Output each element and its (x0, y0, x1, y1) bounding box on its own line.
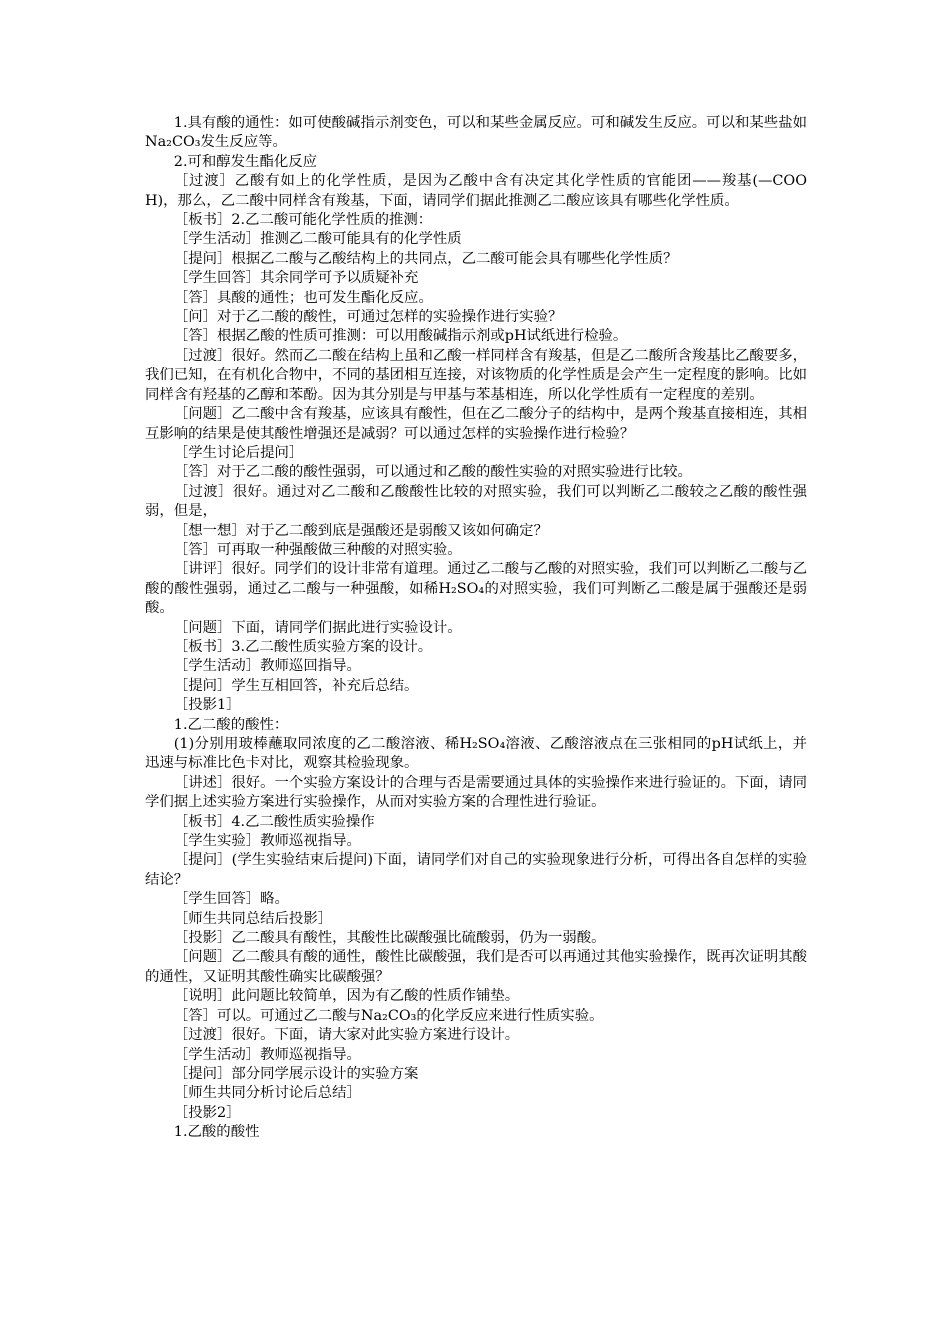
paragraph-question-3: ［提问］(学生实验结束后提问)下面，请同学们对自己的实验现象进行分析，可得出各自怎样的实验结论？ (145, 852, 807, 888)
paragraph-oxalic-acidity: 1.乙二酸的酸性： (173, 716, 289, 733)
paragraph-comment: ［讲评］很好。同学们的设计非常有道理。通过乙二酸与乙酸的对照实验，我们可以判断乙二酸与乙酸的酸性强弱，通过乙二酸与一种强酸，如稀H₂SO₄的对照实验，我们可判断乙二酸是属于强酸还是弱酸。 (145, 561, 807, 617)
paragraph-projection-1: ［投影1］ (173, 697, 241, 714)
paragraph-board-4: ［板书］4.乙二酸性质实验操作 (173, 813, 375, 830)
paragraph-student-answer-2: ［学生回答］略。 (173, 891, 289, 908)
paragraph-student-activity-2: ［学生活动］教师巡回指导。 (173, 658, 361, 675)
paragraph-question-1: ［提问］根据乙二酸与乙酸结构上的共同点，乙二酸可能会具有哪些化学性质？ (173, 250, 678, 267)
paragraph-transition-1: ［过渡］乙酸有如上的化学性质，是因为乙酸中含有决定其化学性质的官能团——羧基(—COOH)，那么，乙二酸中同样含有羧基，下面，请同学们据此推测乙二酸应该具有哪些化学性质。 (145, 173, 807, 209)
paragraph-esterification: 2.可和醇发生酯化反应 (173, 153, 318, 170)
paragraph-problem-1: ［问题］乙二酸中含有羧基，应该具有酸性，但在乙二酸分子的结构中，是两个羧基直接相连，其相互影响的结果是使其酸性增强还是减弱？可以通过怎样的实验操作进行检验？ (145, 406, 807, 442)
paragraph-joint-analysis: ［师生共同分析讨论后总结］ (173, 1085, 361, 1102)
paragraph-transition-3: ［过渡］很好。通过对乙二酸和乙酸酸性比较的对照实验，我们可以判断乙二酸较之乙酸的酸性强弱，但是， (145, 483, 807, 520)
paragraph-question-4: ［提问］部分同学展示设计的实验方案 (173, 1065, 419, 1082)
paragraph-projection-2: ［投影2］ (173, 1104, 241, 1121)
paragraph-student-discussion: ［学生讨论后提问］ (173, 444, 304, 461)
paragraph-question-2: ［提问］学生互相回答，补充后总结。 (173, 677, 419, 694)
paragraph-summary: ［师生共同总结后投影］ (173, 910, 333, 927)
paragraph-projection-conclusion: ［投影］乙二酸具有酸性，其酸性比碳酸强比硫酸弱，仍为一弱酸。 (173, 930, 606, 947)
paragraph-answer-3: ［答］对于乙二酸的酸性强弱，可以通过和乙酸的酸性实验的对照实验进行比较。 (173, 464, 692, 481)
paragraph-think: ［想一想］对于乙二酸到底是强酸还是弱酸又该如何确定？ (173, 522, 548, 539)
paragraph-answer-4: ［答］可再取一种强酸做三种酸的对照实验。 (173, 541, 462, 558)
document-body (145, 114, 807, 1143)
paragraph-problem-2: ［问题］下面，请同学们据此进行实验设计。 (173, 619, 462, 636)
paragraph-student-experiment: ［学生实验］教师巡视指导。 (173, 833, 361, 850)
paragraph-student-activity-1: ［学生活动］推测乙二酸可能具有的化学性质 (173, 231, 462, 248)
paragraph-ask-1: ［问］对于乙二酸的酸性，可通过怎样的实验操作进行实验？ (173, 309, 563, 326)
paragraph-student-activity-3: ［学生活动］教师巡视指导。 (173, 1046, 361, 1063)
paragraph-answer-5: ［答］可以。可通过乙二酸与Na₂CO₃的化学反应来进行性质实验。 (173, 1007, 604, 1024)
paragraph-ph-test: (1)分别用玻棒蘸取同浓度的乙二酸溶液、稀H₂SO₄溶液、乙酸溶液点在三张相同的pH试纸上，并迅速与标准比色卡对比，观察其检验现象。 (145, 736, 807, 772)
paragraph-board-2: ［板书］2.乙二酸可能化学性质的推测： (173, 212, 433, 229)
paragraph-acid-properties: 1.具有酸的通性：如可使酸碱指示剂变色，可以和某些金属反应。可和碱发生反应。可以和某些盐如Na₂CO₃发生反应等。 (145, 115, 807, 151)
paragraph-transition-2: ［过渡］很好。然而乙二酸在结构上虽和乙酸一样同样含有羧基，但是乙二酸所含羧基比乙酸要多，我们已知，在有机化合物中，不同的基团相互连接，对该物质的化学性质是会产生一定程度的影响。比如同样含有羟基的乙醇和苯酚。因为其分别是与甲基与苯基相连，所以化学性质有一定程度的差别。 (145, 347, 807, 403)
paragraph-answer-1: ［答］具酸的通性；也可发生酯化反应。 (173, 289, 433, 306)
paragraph-transition-4: ［过渡］很好。下面，请大家对此实验方案进行设计。 (173, 1027, 520, 1044)
paragraph-explain: ［说明］此问题比较简单，因为有乙酸的性质作铺垫。 (173, 988, 520, 1005)
paragraph-student-answer-1: ［学生回答］其余同学可予以质疑补充 (173, 270, 419, 287)
paragraph-narrate: ［讲述］很好。一个实验方案设计的合理与否是需要通过具体的实验操作来进行验证的。下面，请同学们据上述实验方案进行实验操作，从而对实验方案的合理性进行验证。 (145, 774, 807, 811)
paragraph-answer-2: ［答］根据乙酸的性质可推测：可以用酸碱指示剂或pH试纸进行检验。 (173, 328, 628, 345)
paragraph-problem-3: ［问题］乙二酸具有酸的通性，酸性比碳酸强，我们是否可以再通过其他实验操作，既再次证明其酸的通性，又证明其酸性确实比碳酸强？ (145, 949, 807, 985)
paragraph-acetic-acidity: 1.乙酸的酸性 (173, 1124, 260, 1141)
paragraph-board-3: ［板书］3.乙二酸性质实验方案的设计。 (173, 638, 433, 655)
